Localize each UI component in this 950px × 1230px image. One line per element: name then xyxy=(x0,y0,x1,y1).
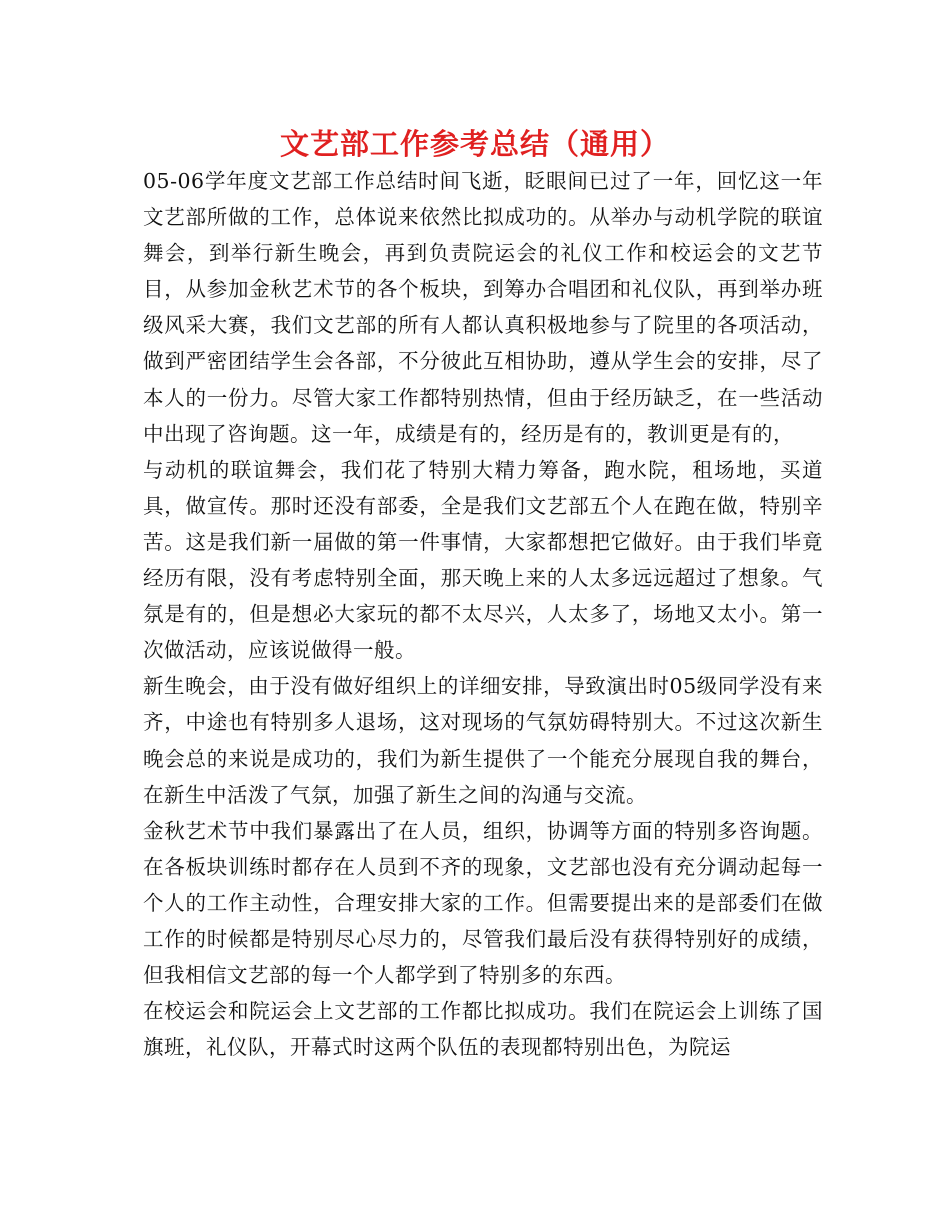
paragraph-2: 与动机的联谊舞会，我们花了特别大精力筹备，跑水院，租场地，买道具，做宣传。那时还没有部委，全是我们文艺部五个人在跑在做，特别辛苦。这是我们新一届做的第一件事情，大家都想把它做好。由于我们毕竟经历有限，没有考虑特别全面，那天晚上来的人太多远远超过了想象。气氛是有的，但是想必大家玩的都不太尽兴，人太多了，场地又太小。第一次做活动，应该说做得一般。 xyxy=(143,457,823,663)
paragraph-4: 金秋艺术节中我们暴露出了在人员，组织，协调等方面的特别多咨询题。在各板块训练时都存在人员到不齐的现象，文艺部也没有充分调动起每一个人的工作主动性，合理安排大家的工作。但需要提出来的是部委们在做工作的时候都是特别尽心尽力的，尽管我们最后没有获得特别好的成绩，但我相信文艺部的每一个人都学到了特别多的东西。 xyxy=(143,818,823,988)
paragraph-3: 新生晚会，由于没有做好组织上的详细安排，导致演出时05级同学没有来齐，中途也有特别多人退场，这对现场的气氛妨碍特别大。不过这次新生晚会总的来说是成功的，我们为新生提供了一个能充分展现自我的舞台，在新生中活泼了气氛，加强了新生之间的沟通与交流。 xyxy=(143,674,823,807)
document-title: 文艺部工作参考总结（通用） xyxy=(279,127,670,161)
document-body xyxy=(143,163,823,1065)
paragraph-5: 在校运会和院运会上文艺部的工作都比拟成功。我们在院运会上训练了国旗班，礼仪队，开幕式时这两个队伍的表现都特别出色，为院运 xyxy=(143,999,823,1060)
paragraph-1: 05-06学年度文艺部工作总结时间飞逝，眨眼间已过了一年，回忆这一年文艺部所做的工作，总体说来依然比拟成功的。从举办与动机学院的联谊舞会，到举行新生晚会，再到负责院运会的礼仪工作和校运会的文艺节目，从参加金秋艺术节的各个板块，到筹办合唱团和礼仪队，再到举办班级风采大赛，我们文艺部的所有人都认真积极地参与了院里的各项活动，做到严密团结学生会各部，不分彼此互相协助，遵从学生会的安排，尽了本人的一份力。尽管大家工作都特别热情，但由于经历缺乏，在一些活动中出现了咨询题。这一年，成绩是有的，经历是有的，教训更是有的， xyxy=(143,169,823,446)
